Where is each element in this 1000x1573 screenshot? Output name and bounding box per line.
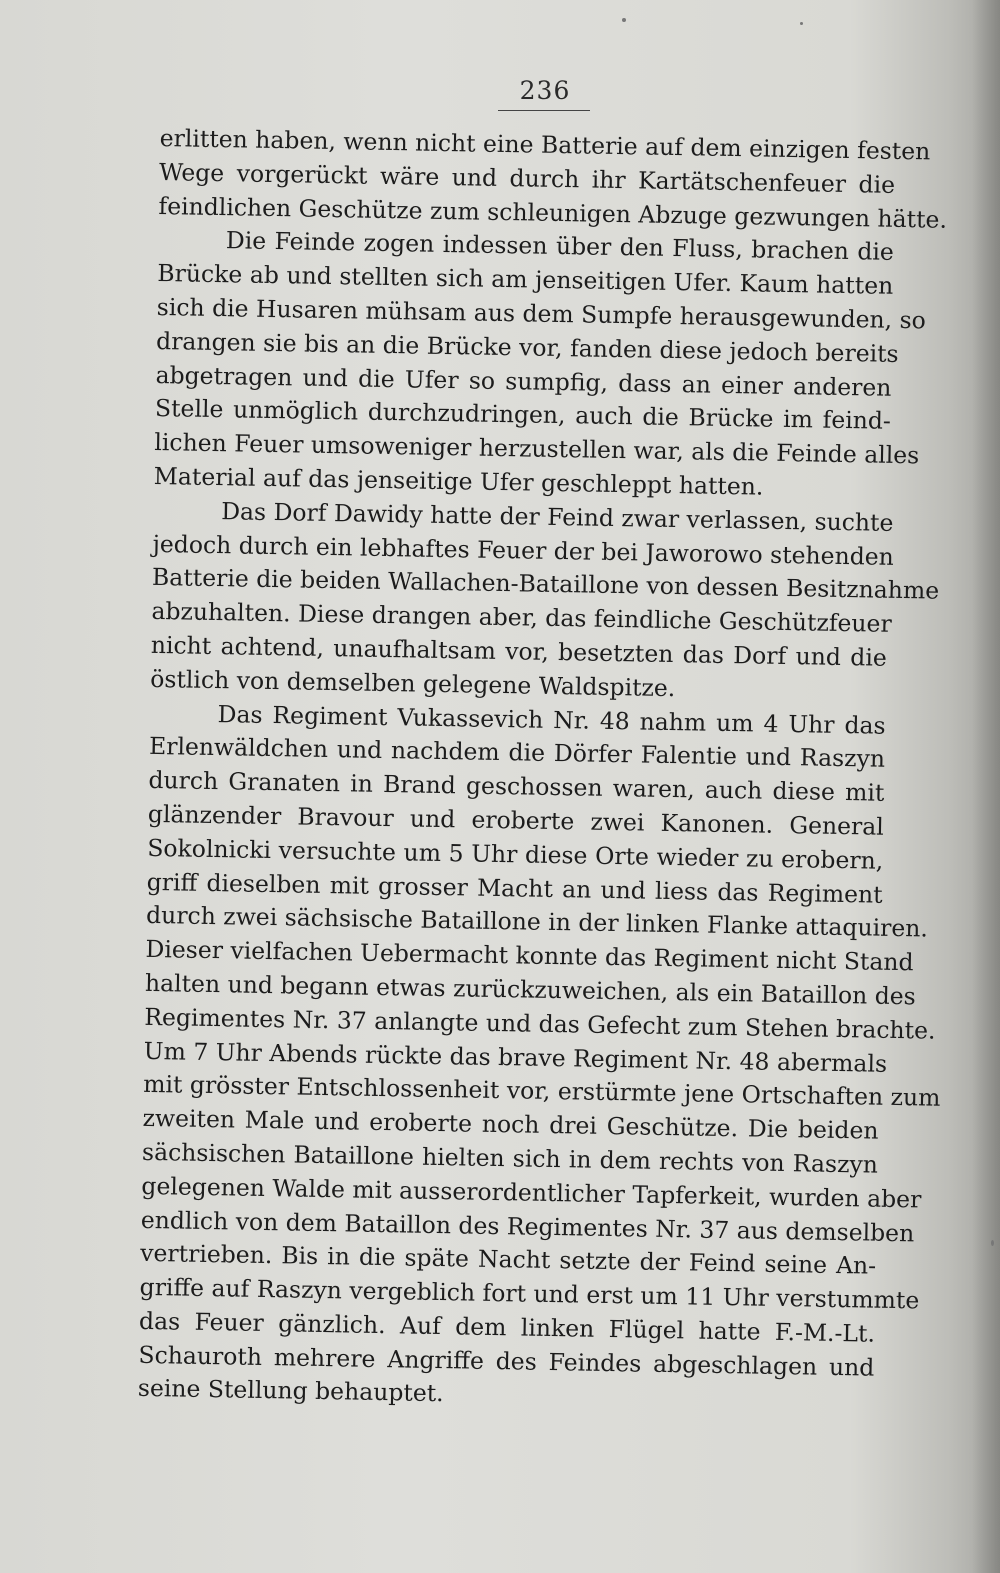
text-line: lichen Feuer umsoweniger herzustellen war, als die Feinde alles xyxy=(154,428,920,470)
text-line: drangen sie bis an die Brücke vor, fanden diese jedoch bereits xyxy=(155,326,899,368)
text-line: östlich von demselben gelegene Waldspitze. xyxy=(150,664,676,702)
speck xyxy=(800,22,803,25)
page-number: 236 xyxy=(519,76,571,105)
text-line: griff dieselben mit grosser Macht an und liess das Regiment xyxy=(146,867,883,909)
text-line: griffe auf Raszyn vergeblich fort und erst um 11 Uhr verstummte xyxy=(139,1272,920,1315)
text-line: halten und begann etwas zurückzuweichen, als ein Bataillon des xyxy=(144,968,917,1011)
text-line: seine Stellung behauptet. xyxy=(137,1374,444,1408)
text-line: durch Granaten in Brand geschossen waren, auch diese mit xyxy=(148,766,885,807)
text-line: sächsischen Bataillone hielten sich in dem rechts von Raszyn xyxy=(141,1137,879,1179)
text-line: durch zwei sächsische Bataillone in der linken Flanke attaquiren. xyxy=(145,901,929,943)
text-line: Die Feinde zogen indessen über den Fluss, brachen die xyxy=(225,226,895,267)
page-number-rule xyxy=(498,110,590,111)
text-line: Um 7 Uhr Abends rückte das brave Regiment Nr. 48 abermals xyxy=(143,1036,888,1078)
text-line: abgetragen und die Ufer so sumpfig, dass an einer anderen xyxy=(155,360,892,402)
text-line: Dieser vielfachen Uebermacht konnte das Regiment nicht Stand xyxy=(145,935,914,977)
speck xyxy=(991,1240,994,1246)
text-line: feindlichen Geschütze zum schleunigen Abzuge gezwungen hätte. xyxy=(158,191,948,234)
text-line: Das Dorf Dawidy hatte der Feind zwar verlassen, suchte xyxy=(220,496,894,537)
page-edge-shadow xyxy=(972,0,1000,1573)
text-line: sich die Husaren mühsam aus dem Sumpfe herausgewunden, so xyxy=(156,292,927,335)
text-line: jedoch durch ein lebhaftes Feuer der bei Jaworowo stehenden xyxy=(152,529,895,571)
text-line: Wege vorgerückt wäre und durch ihr Kartätschenfeuer die xyxy=(158,157,896,199)
text-line: vertrieben. Bis in die späte Nacht setzte der Feind seine An- xyxy=(140,1239,877,1280)
text-line: Schauroth mehrere Angriffe des Feindes abgeschlagen und xyxy=(138,1340,875,1382)
text-line: Erlenwäldchen und nachdem die Dörfer Falentie und Raszyn xyxy=(148,732,886,774)
text-line: Regimentes Nr. 37 anlangte und das Gefecht zum Stehen brachte. xyxy=(144,1002,936,1045)
text-line: erlitten haben, wenn nicht eine Batterie auf dem einzigen festen xyxy=(159,123,931,166)
text-line: nicht achtend, unaufhaltsam vor, besetzten das Dorf und die xyxy=(150,630,888,672)
text-line: Batterie die beiden Wallachen-Bataillone von dessen Besitznahme xyxy=(151,563,940,606)
text-line: zweiten Male und eroberte noch drei Geschütze. Die beiden xyxy=(142,1103,879,1145)
text-line: gelegenen Walde mit ausserordentlicher Tapferkeit, wurden aber xyxy=(141,1171,922,1214)
text-line: Brücke ab und stellten sich am jenseitigen Ufer. Kaum hatten xyxy=(157,259,894,301)
text-line: abzuhalten. Diese drangen aber, das feindliche Geschützfeuer xyxy=(151,597,892,639)
text-line: Material auf das jenseitige Ufer geschleppt hatten. xyxy=(153,461,764,501)
speck xyxy=(622,18,626,22)
text-line: endlich von dem Bataillon des Regimentes Nr. 37 aus demselben xyxy=(140,1205,915,1247)
body-text xyxy=(137,122,948,1419)
text-line: Stelle unmöglich durchzudringen, auch die Brücke im feind- xyxy=(154,394,892,436)
text-line: Sokolnicki versuchte um 5 Uhr diese Orte wieder zu erobern, xyxy=(147,833,884,875)
text-line: das Feuer gänzlich. Auf dem linken Flügel hatte F.-M.-Lt. xyxy=(138,1306,876,1348)
text-line: mit grösster Entschlossenheit vor, erstürmte jene Ortschaften zum xyxy=(142,1070,941,1113)
text-line: glänzender Bravour und eroberte zwei Kanonen. General xyxy=(147,799,885,841)
text-line: Das Regiment Vukassevich Nr. 48 nahm um 4 Uhr das xyxy=(217,699,886,740)
